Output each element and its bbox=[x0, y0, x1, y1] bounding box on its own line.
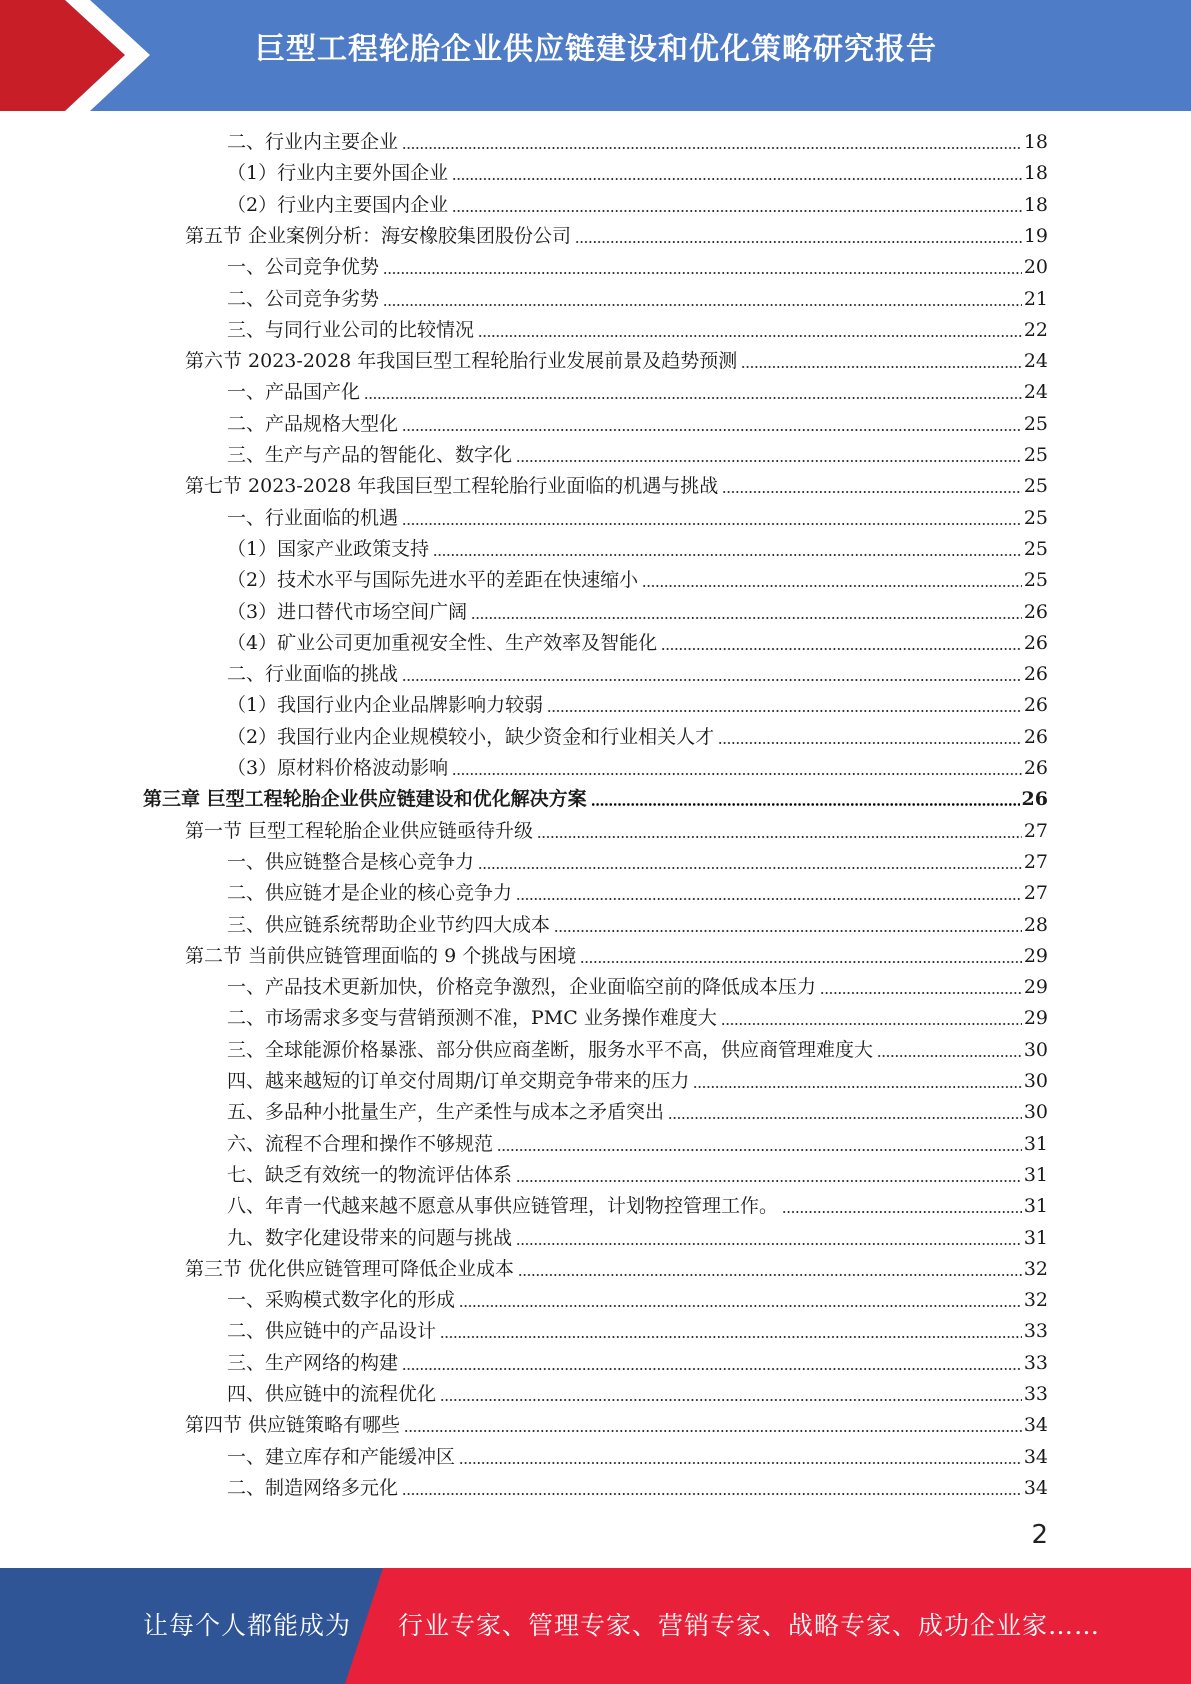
toc-leader-dots bbox=[547, 710, 1022, 712]
toc-section-entry[interactable] bbox=[185, 471, 1048, 502]
toc-leader-dots bbox=[782, 1211, 1022, 1213]
header-arrow-decoration bbox=[0, 0, 200, 111]
toc-leader-dots bbox=[580, 961, 1022, 963]
toc-subsection-entry[interactable] bbox=[227, 503, 1048, 534]
toc-entry-label: （2）技术水平与国际先进水平的差距在快速缩小 bbox=[227, 569, 639, 592]
toc-entry-label: 二、公司竞争劣势 bbox=[227, 287, 380, 310]
toc-entry-label: 第二节 当前供应链管理面临的 9 个挑战与困境 bbox=[185, 944, 577, 967]
toc-entry-page: 29 bbox=[1023, 1007, 1048, 1030]
toc-entry-page: 32 bbox=[1023, 1289, 1048, 1312]
toc-subsection-entry[interactable] bbox=[227, 1473, 1048, 1504]
toc-subsection-entry[interactable] bbox=[227, 1191, 1048, 1222]
toc-entry-label: 四、供应链中的流程优化 bbox=[227, 1383, 437, 1405]
toc-entry-page: 26 bbox=[1023, 757, 1048, 779]
toc-entry-label: 三、与同行业公司的比较情况 bbox=[227, 318, 475, 341]
toc-entry-label: 二、行业面临的挑战 bbox=[227, 663, 399, 686]
toc-subsection-entry[interactable] bbox=[227, 1348, 1048, 1379]
toc-leader-dots bbox=[497, 1149, 1022, 1151]
toc-entry-label: 四、越来越短的订单交付周期/订单交期竞争带来的压力 bbox=[227, 1070, 690, 1092]
toc-subsection-entry[interactable] bbox=[227, 1129, 1048, 1160]
toc-entry-label: 二、市场需求多变与营销预测不准，PMC 业务操作难度大 bbox=[227, 1007, 717, 1030]
toc-entry-label: （3）原材料价格波动影响 bbox=[227, 757, 449, 779]
footer-slogan-left: 让每个人都能成为 bbox=[143, 1611, 352, 1640]
toc-section-entry[interactable] bbox=[185, 346, 1048, 377]
toc-entry-page: 25 bbox=[1023, 506, 1048, 529]
toc-entry-page: 30 bbox=[1023, 1070, 1048, 1092]
toc-entry-label: （3）进口替代市场空间广阔 bbox=[227, 600, 468, 623]
toc-subsection-entry[interactable] bbox=[227, 597, 1048, 628]
toc-leader-dots bbox=[820, 992, 1022, 994]
toc-subsection-entry[interactable] bbox=[227, 315, 1048, 346]
toc-subsection-entry[interactable] bbox=[227, 1160, 1048, 1191]
toc-subsection-entry[interactable] bbox=[227, 753, 1048, 784]
toc-entry-label: 六、流程不合理和操作不够规范 bbox=[227, 1132, 494, 1155]
toc-entry-label: （2）行业内主要国内企业 bbox=[227, 193, 449, 216]
toc-entry-label: 二、供应链才是企业的核心竞争力 bbox=[227, 882, 513, 905]
toc-leader-dots bbox=[440, 1399, 1022, 1401]
toc-entry-label: 九、数字化建设带来的问题与挑战 bbox=[227, 1226, 513, 1249]
toc-leader-dots bbox=[433, 554, 1022, 556]
toc-entry-page: 20 bbox=[1023, 256, 1048, 279]
toc-entry-page: 26 bbox=[1023, 725, 1048, 748]
toc-entry-label: 三、供应链系统帮助企业节约四大成本 bbox=[227, 913, 551, 936]
toc-leader-dots bbox=[402, 1368, 1022, 1370]
toc-entry-label: 第一节 巨型工程轮胎企业供应链亟待升级 bbox=[185, 819, 534, 842]
toc-subsection-entry[interactable] bbox=[227, 1316, 1048, 1347]
toc-leader-dots bbox=[402, 1493, 1022, 1495]
toc-entry-label: 一、公司竞争优势 bbox=[227, 256, 380, 279]
toc-entry-page: 25 bbox=[1023, 569, 1048, 592]
toc-leader-dots bbox=[518, 1274, 1022, 1276]
toc-entry-page: 27 bbox=[1023, 850, 1048, 873]
toc-subsection-entry[interactable] bbox=[227, 1066, 1048, 1097]
toc-entry-page: 18 bbox=[1023, 131, 1048, 153]
toc-subsection-entry[interactable] bbox=[227, 1035, 1048, 1066]
toc-leader-dots bbox=[722, 491, 1022, 493]
toc-section-entry[interactable] bbox=[185, 221, 1048, 252]
toc-leader-dots bbox=[404, 1430, 1022, 1432]
toc-subsection-entry[interactable] bbox=[227, 284, 1048, 315]
toc-entry-page: 25 bbox=[1023, 537, 1048, 560]
toc-subsection-entry[interactable] bbox=[227, 1003, 1048, 1034]
toc-subsection-entry[interactable] bbox=[227, 190, 1048, 221]
toc-section-entry[interactable] bbox=[185, 941, 1048, 972]
toc-leader-dots bbox=[575, 241, 1022, 243]
toc-entry-label: 一、采购模式数字化的形成 bbox=[227, 1289, 456, 1312]
toc-leader-dots bbox=[452, 773, 1022, 775]
toc-leader-dots bbox=[591, 803, 1020, 806]
toc-entry-page: 25 bbox=[1023, 444, 1048, 466]
toc-leader-dots bbox=[516, 460, 1022, 462]
toc-entry-label: 第六节 2023-2028 年我国巨型工程轮胎行业发展前景及趋势预测 bbox=[185, 350, 738, 373]
footer-slogan-right: 行业专家、管理专家、营销专家、战略专家、成功企业家…… bbox=[398, 1611, 1101, 1640]
toc-leader-dots bbox=[459, 1462, 1022, 1464]
toc-entry-page: 34 bbox=[1023, 1476, 1048, 1499]
toc-entry-page: 30 bbox=[1023, 1101, 1048, 1124]
toc-entry-page: 19 bbox=[1023, 224, 1048, 247]
toc-entry-label: 第五节 企业案例分析：海安橡胶集团股份公司 bbox=[185, 224, 572, 247]
toc-entry-label: 一、行业面临的机遇 bbox=[227, 506, 399, 529]
toc-entry-label: 二、行业内主要企业 bbox=[227, 131, 399, 153]
toc-subsection-entry[interactable] bbox=[227, 565, 1048, 596]
toc-leader-dots bbox=[741, 366, 1022, 368]
toc-entry-label: 一、建立库存和产能缓冲区 bbox=[227, 1445, 456, 1468]
toc-entry-page: 31 bbox=[1023, 1163, 1048, 1186]
toc-leader-dots bbox=[668, 1117, 1022, 1119]
toc-entry-page: 26 bbox=[1021, 788, 1048, 811]
toc-entry-page: 18 bbox=[1023, 162, 1048, 185]
toc-section-entry[interactable] bbox=[185, 816, 1048, 847]
toc-leader-dots bbox=[693, 1086, 1021, 1088]
toc-subsection-entry[interactable] bbox=[227, 878, 1048, 909]
toc-entry-page: 25 bbox=[1023, 475, 1048, 498]
toc-subsection-entry[interactable] bbox=[227, 440, 1048, 471]
toc-subsection-entry[interactable] bbox=[227, 409, 1048, 440]
toc-entry-label: （1）我国行业内企业品牌影响力较弱 bbox=[227, 694, 544, 717]
toc-entry-label: （4）矿业公司更加重视安全性、生产效率及智能化 bbox=[227, 631, 658, 654]
toc-subsection-entry[interactable] bbox=[227, 377, 1048, 408]
toc-subsection-entry[interactable] bbox=[227, 690, 1048, 721]
toc-leader-dots bbox=[554, 930, 1022, 932]
report-title: 巨型工程轮胎企业供应链建设和优化策略研究报告 bbox=[255, 32, 937, 67]
toc-entry-label: 三、全球能源价格暴涨、部分供应商垄断，服务水平不高，供应商管理难度大 bbox=[227, 1038, 874, 1061]
toc-entry-page: 29 bbox=[1023, 944, 1048, 967]
toc-subsection-entry[interactable] bbox=[227, 1223, 1048, 1254]
toc-leader-dots bbox=[402, 679, 1022, 681]
toc-entry-page: 34 bbox=[1023, 1445, 1048, 1468]
toc-entry-page: 30 bbox=[1023, 1038, 1048, 1061]
toc-entry-page: 24 bbox=[1023, 381, 1048, 404]
toc-subsection-entry[interactable] bbox=[227, 659, 1048, 690]
toc-entry-label: 一、供应链整合是核心竞争力 bbox=[227, 850, 475, 873]
toc-leader-dots bbox=[516, 1180, 1022, 1182]
toc-leader-dots bbox=[478, 335, 1022, 337]
toc-subsection-entry[interactable] bbox=[227, 252, 1048, 283]
toc-entry-page: 31 bbox=[1023, 1132, 1048, 1155]
page-number: 2 bbox=[1031, 1520, 1048, 1550]
toc-subsection-entry[interactable] bbox=[227, 722, 1048, 753]
toc-leader-dots bbox=[402, 523, 1022, 525]
toc-subsection-entry[interactable] bbox=[227, 847, 1048, 878]
toc-entry-label: 一、产品国产化 bbox=[227, 381, 361, 404]
toc-entry-page: 26 bbox=[1023, 663, 1048, 686]
toc-entry-page: 26 bbox=[1023, 631, 1048, 654]
toc-leader-dots bbox=[718, 742, 1022, 744]
toc-leader-dots bbox=[661, 648, 1022, 650]
toc-leader-dots bbox=[877, 1055, 1022, 1057]
toc-entry-page: 24 bbox=[1023, 350, 1048, 373]
toc-leader-dots bbox=[440, 1336, 1022, 1338]
toc-entry-page: 28 bbox=[1023, 913, 1048, 936]
toc-entry-page: 27 bbox=[1023, 819, 1048, 842]
toc-subsection-entry[interactable] bbox=[227, 534, 1048, 565]
toc-leader-dots bbox=[452, 178, 1022, 180]
toc-subsection-entry[interactable] bbox=[227, 127, 1048, 158]
toc-entry-label: 三、生产与产品的智能化、数字化 bbox=[227, 444, 513, 466]
toc-entry-label: （2）我国行业内企业规模较小，缺少资金和行业相关人才 bbox=[227, 725, 715, 748]
toc-leader-dots bbox=[471, 617, 1022, 619]
toc-subsection-entry[interactable] bbox=[227, 1442, 1048, 1473]
toc-leader-dots bbox=[516, 898, 1022, 900]
toc-entry-page: 33 bbox=[1023, 1383, 1048, 1405]
toc-entry-label: 一、产品技术更新加快，价格竞争激烈，企业面临空前的降低成本压力 bbox=[227, 976, 817, 999]
toc-entry-page: 29 bbox=[1023, 976, 1048, 999]
toc-leader-dots bbox=[383, 272, 1022, 274]
toc-entry-label: 八、年青一代越来越不愿意从事供应链管理，计划物控管理工作。 bbox=[227, 1195, 779, 1218]
toc-subsection-entry[interactable] bbox=[227, 158, 1048, 189]
toc-leader-dots bbox=[537, 836, 1022, 838]
toc-subsection-entry[interactable] bbox=[227, 910, 1048, 941]
toc-leader-dots bbox=[478, 867, 1022, 869]
toc-leader-dots bbox=[402, 147, 1022, 149]
toc-entry-label: 三、生产网络的构建 bbox=[227, 1351, 399, 1374]
toc-leader-dots bbox=[642, 585, 1022, 587]
toc-leader-dots bbox=[459, 1305, 1022, 1307]
report-header bbox=[0, 0, 1191, 111]
footer-banner bbox=[0, 1568, 1191, 1684]
toc-subsection-entry[interactable] bbox=[227, 1097, 1048, 1128]
toc-leader-dots bbox=[364, 397, 1022, 399]
toc-leader-dots bbox=[383, 304, 1022, 306]
toc-section-entry[interactable] bbox=[185, 1410, 1048, 1441]
toc-entry-label: 二、产品规格大型化 bbox=[227, 412, 399, 435]
toc-entry-page: 26 bbox=[1023, 694, 1048, 717]
toc-leader-dots bbox=[516, 1243, 1022, 1245]
toc-entry-page: 22 bbox=[1023, 318, 1048, 341]
toc-entry-page: 26 bbox=[1023, 600, 1048, 623]
toc-entry-page: 32 bbox=[1023, 1257, 1048, 1280]
toc-entry-label: （1）行业内主要外国企业 bbox=[227, 162, 449, 185]
toc-entry-label: 七、缺乏有效统一的物流评估体系 bbox=[227, 1163, 513, 1186]
toc-entry-label: （1）国家产业政策支持 bbox=[227, 537, 430, 560]
toc-entry-page: 21 bbox=[1023, 287, 1048, 310]
toc-entry-label: 五、多品种小批量生产，生产柔性与成本之矛盾突出 bbox=[227, 1101, 665, 1124]
toc-entry-page: 34 bbox=[1023, 1414, 1048, 1437]
toc-entry-label: 第四节 供应链策略有哪些 bbox=[185, 1414, 401, 1437]
toc-entry-label: 二、制造网络多元化 bbox=[227, 1476, 399, 1499]
toc-chapter-entry[interactable] bbox=[143, 784, 1048, 815]
toc-leader-dots bbox=[402, 429, 1022, 431]
toc-section-entry[interactable] bbox=[185, 1254, 1048, 1285]
toc-subsection-entry[interactable] bbox=[227, 1285, 1048, 1316]
toc-leader-dots bbox=[721, 1023, 1022, 1025]
toc-entry-page: 31 bbox=[1023, 1195, 1048, 1218]
toc-entry-label: 第七节 2023-2028 年我国巨型工程轮胎行业面临的机遇与挑战 bbox=[185, 475, 719, 498]
toc-entry-page: 33 bbox=[1023, 1351, 1048, 1374]
toc-subsection-entry[interactable] bbox=[227, 628, 1048, 659]
toc-subsection-entry[interactable] bbox=[227, 1379, 1048, 1410]
toc-entry-page: 33 bbox=[1023, 1320, 1048, 1343]
toc-entry-label: 二、供应链中的产品设计 bbox=[227, 1320, 437, 1343]
toc-leader-dots bbox=[452, 210, 1022, 212]
toc-subsection-entry[interactable] bbox=[227, 972, 1048, 1003]
toc-entry-page: 31 bbox=[1023, 1226, 1048, 1249]
toc-entry-page: 25 bbox=[1023, 412, 1048, 435]
toc-entry-label: 第三节 优化供应链管理可降低企业成本 bbox=[185, 1257, 515, 1280]
toc-entry-page: 18 bbox=[1023, 193, 1048, 216]
toc-entry-label: 第三章 巨型工程轮胎企业供应链建设和优化解决方案 bbox=[143, 788, 587, 811]
toc-entry-page: 27 bbox=[1023, 882, 1048, 905]
